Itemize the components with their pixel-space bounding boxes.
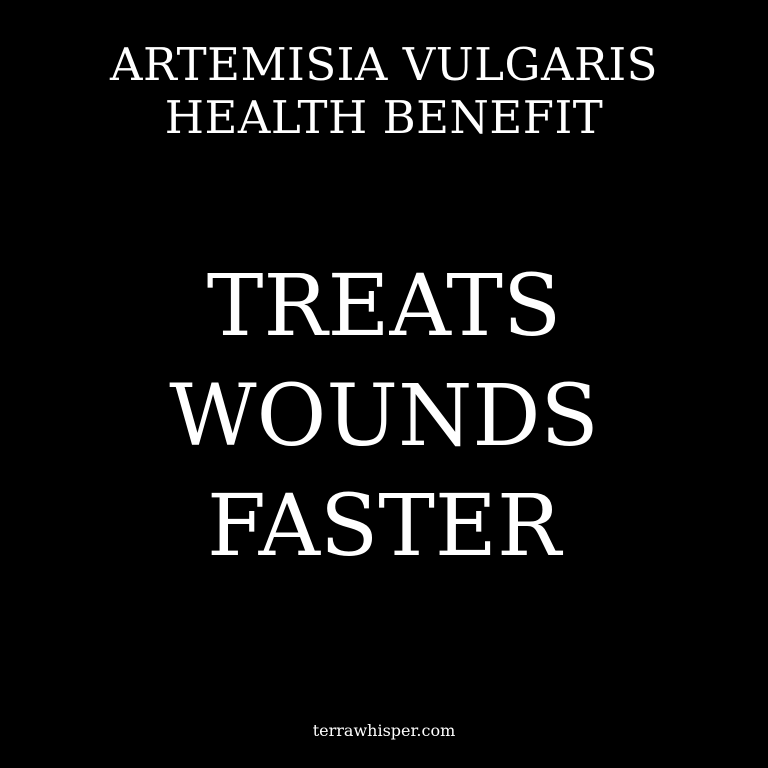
heading-line-plant-name: ARTEMISIA VULGARIS xyxy=(110,38,658,91)
footer-site-url: terrawhisper.com xyxy=(312,721,456,740)
benefit-statement xyxy=(0,252,768,582)
benefit-line-1: TREATS xyxy=(206,257,562,356)
heading-line-subtitle: HEALTH BENEFIT xyxy=(164,91,604,144)
heading xyxy=(0,38,768,144)
benefit-line-2: WOUNDS xyxy=(169,367,599,466)
benefit-line-3: FASTER xyxy=(207,477,561,576)
